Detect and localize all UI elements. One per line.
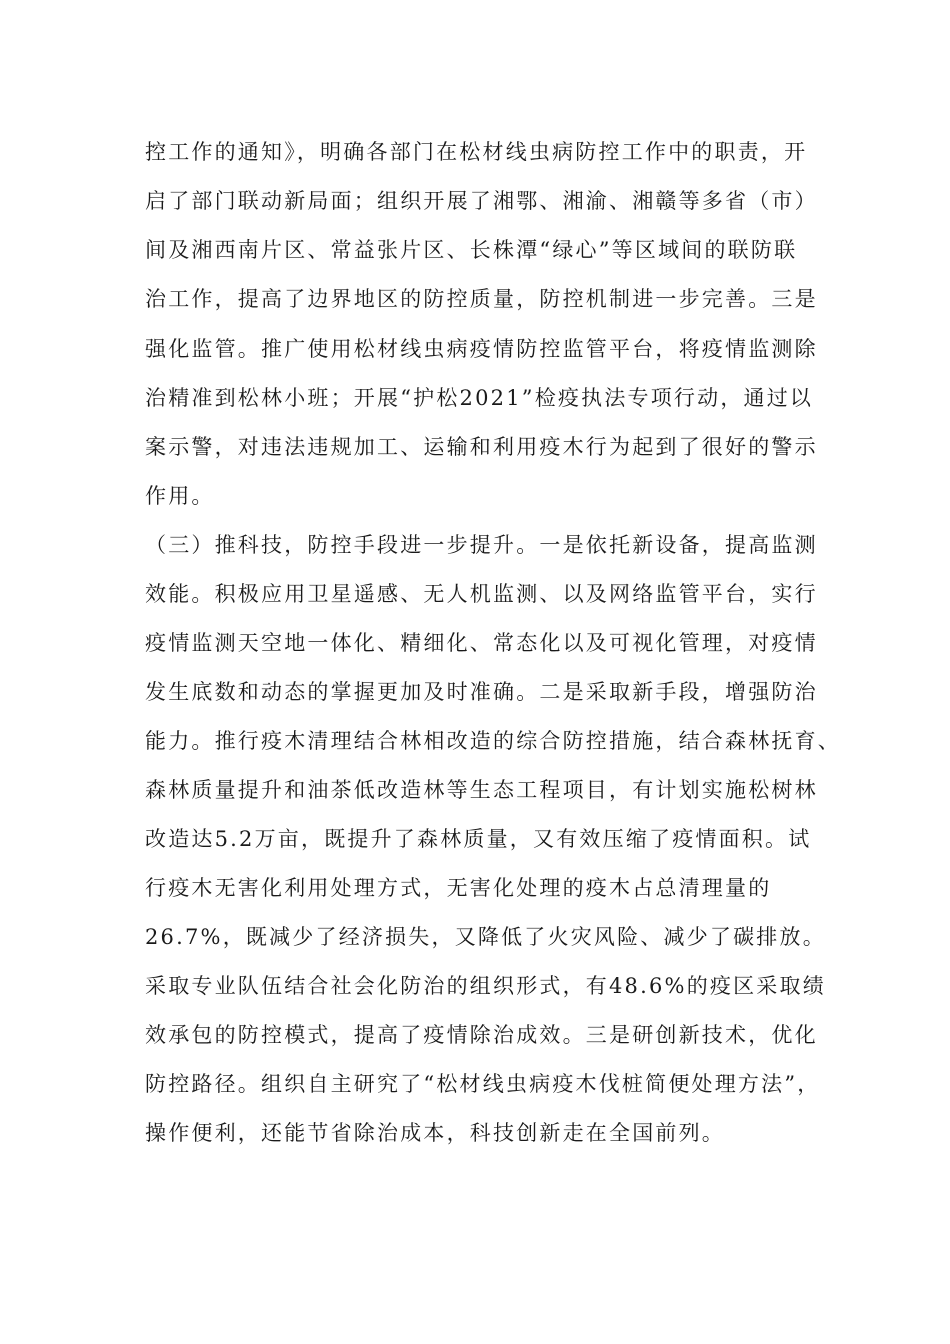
text-line: 控工作的通知》，明确各部门在松材线虫病防控工作中的职责，开 — [145, 140, 808, 164]
text-line: 操作便利，还能节省除治成本，科技创新走在全国前列。 — [145, 1121, 725, 1145]
text-line: 能力。推行疫木清理结合林相改造的综合防控措施，结合森林抚育、 — [145, 729, 841, 753]
text-line: 改造达5.2万亩，既提升了森林质量，又有效压缩了疫情面积。试 — [145, 827, 812, 851]
text-line: 间及湘西南片区、常益张片区、长株潭“绿心”等区域间的联防联 — [145, 238, 798, 262]
text-line: 治工作，提高了边界地区的防控质量，防控机制进一步完善。三是 — [145, 287, 818, 311]
text-line: 案示警，对违法违规加工、运输和利用疫木行为起到了很好的警示 — [145, 435, 818, 459]
text-line: 26.7%，既减少了经济损失，又降低了火灾风险、减少了碳排放。 — [145, 925, 826, 949]
text-line: 采取专业队伍结合社会化防治的组织形式，有48.6%的疫区采取绩 — [145, 974, 826, 998]
text-line: 行疫木无害化利用处理方式，无害化处理的疫木占总清理量的 — [145, 876, 772, 900]
text-line: 治精准到松林小班；开展“护松2021”检疫执法专项行动，通过以 — [145, 386, 814, 410]
text-line: 强化监管。推广使用松材线虫病疫情防控监管平台，将疫情监测除 — [145, 337, 818, 361]
text-line: 防控路径。组织自主研究了“松材线虫病疫木伐桩简便处理方法”， — [145, 1072, 821, 1096]
text-line: 启了部门联动新局面；组织开展了湘鄂、湘渝、湘赣等多省（市） — [145, 189, 818, 213]
section-heading-line: （三）推科技，防控手段进一步提升。一是依托新设备，提高监测 — [145, 533, 818, 557]
text-line: 森林质量提升和油茶低改造林等生态工程项目，有计划实施松树林 — [145, 778, 818, 802]
text-line: 发生底数和动态的掌握更加及时准确。二是采取新手段，增强防治 — [145, 680, 818, 704]
text-line: 作用。 — [145, 484, 215, 508]
text-line: 效承包的防控模式，提高了疫情除治成效。三是研创新技术，优化 — [145, 1023, 818, 1047]
text-line: 疫情监测天空地一体化、精细化、常态化以及可视化管理，对疫情 — [145, 631, 818, 655]
text-line: 效能。积极应用卫星遥感、无人机监测、以及网络监管平台，实行 — [145, 582, 818, 606]
